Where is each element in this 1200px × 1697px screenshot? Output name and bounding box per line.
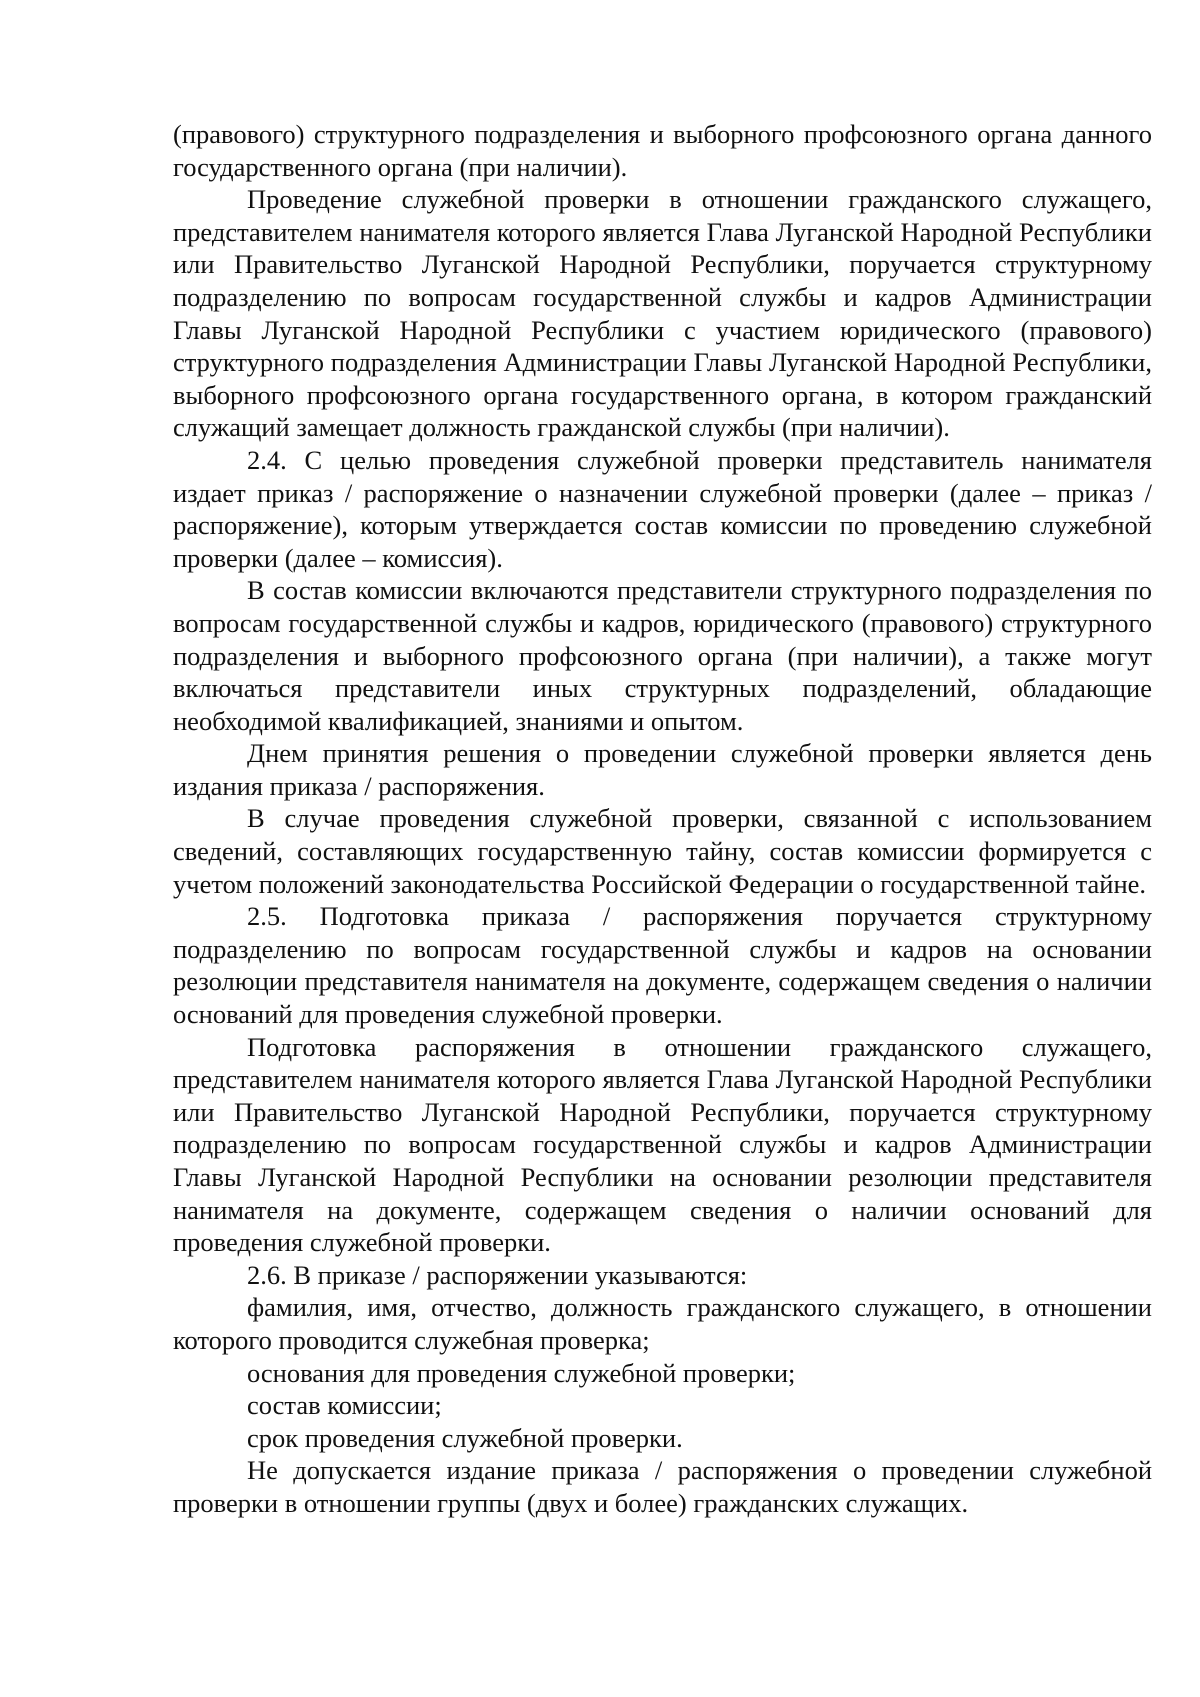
paragraph-2-5-preparation: 2.5. Подготовка приказа / распоряжения поручается структурному подразделению по вопросам государственной службы и кадров на основании резолюции представителя нанимателя на документе, содержащем сведения о наличии оснований для проведения служебной проверки.: [173, 901, 1152, 1030]
paragraph-commission-composition: В состав комиссии включаются представители структурного подразделения по вопросам государственной службы и кадров, юридического (правового) структурного подразделения и выборного профсоюзного органа (при наличии), а также могут включаться представители иных структурных подразделений, обладающие необходимой квалификацией, знаниями и опытом.: [173, 575, 1152, 736]
list-item-full-name: фамилия, имя, отчество, должность гражданского служащего, в отношении которого проводится служебная проверка;: [173, 1292, 1152, 1355]
list-item-term: срок проведения служебной проверки.: [247, 1422, 683, 1453]
paragraph-preparation-head-of-republic: Подготовка распоряжения в отношении гражданского служащего, представителем нанимателя которого является Глава Луганской Народной Республики или Правительство Луганской Народной Республики, поручается структурному подразделению по вопросам государственной службы и кадров Администрации Главы Луганской Народной Республики на основании резолюции представителя нанимателя на документе, содержащем сведения о наличии оснований для проведения служебной проверки.: [173, 1031, 1152, 1258]
paragraph-state-secret: В случае проведения служебной проверки, связанной с использованием сведений, составляющих государственную тайну, состав комиссии формируется с учетом положений законодательства Российской Федерации о государственной тайне.: [173, 803, 1152, 899]
list-item-commission: состав комиссии;: [247, 1390, 442, 1421]
paragraph-group-prohibition: Не допускается издание приказа / распоряжения о проведении служебной проверки в отношении группы (двух и более) гражданских служащих.: [173, 1455, 1152, 1518]
document-page: [173, 118, 1152, 1520]
list-item-grounds: основания для проведения служебной проверки;: [247, 1357, 796, 1388]
paragraph-investigation-head-of-republic: Проведение служебной проверки в отношении гражданского служащего, представителем нанимателя которого является Глава Луганской Народной Республики или Правительство Луганской Народной Республики, поручается структурному подразделению по вопросам государственной службы и кадров Администрации Главы Луганской Народной Республики с участием юридического (правового) структурного подразделения Администрации Главы Луганской Народной Республики, выборного профсоюзного органа государственного органа, в котором гражданский служащий замещает должность гражданской службы (при наличии).: [173, 184, 1152, 443]
paragraph-2-4-order: 2.4. С целью проведения служебной проверки представитель нанимателя издает приказ / распоряжение о назначении служебной проверки (далее – приказ / распоряжение), которым утверждается состав комиссии по проведению служебной проверки (далее – комиссия).: [173, 444, 1152, 573]
paragraph-decision-date: Днем принятия решения о проведении служебной проверки является день издания приказа / распоряжения.: [173, 738, 1152, 801]
paragraph-continuation: (правового) структурного подразделения и выборного профсоюзного органа данного государственного органа (при наличии).: [173, 119, 1152, 182]
paragraph-2-6-contents: 2.6. В приказе / распоряжении указываются:: [247, 1259, 748, 1290]
